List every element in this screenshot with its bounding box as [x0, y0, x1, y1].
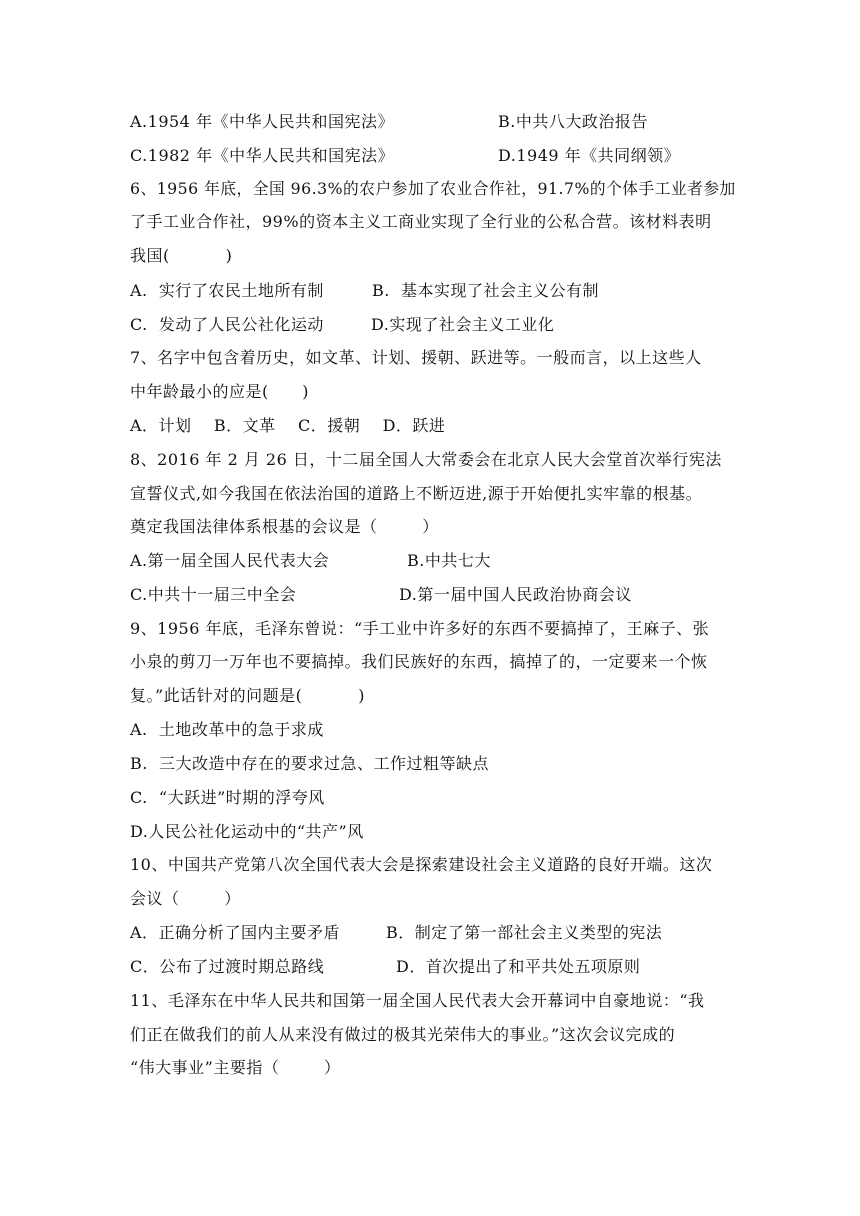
q6-option-d: D.实现了社会主义工业化 — [371, 315, 555, 334]
q5-option-c: C.1982 年《中华人民共和国宪法》 — [130, 146, 395, 165]
q6-option-c: C. 发动了人民公社化运动 — [130, 315, 324, 334]
q10-stem-line-2: 会议（ ） — [130, 889, 241, 908]
q7-options: A．计划 B．文革 C．援朝 D．跃进 — [130, 416, 446, 435]
q9-stem-line-1: 9、1956 年底，毛泽东曾说：“手工业中许多好的东西不要搞掉了，王麻子、张 — [130, 619, 710, 638]
q9-option-d: D.人民公社化运动中的“共产”风 — [130, 822, 364, 841]
q6-stem-line-1: 6、1956 年底，全国 96.3%的农户参加了农业合作社，91.7%的个体手工业者参加 — [130, 179, 736, 198]
q10-stem-line-1: 10、中国共产党第八次全国代表大会是探索建设社会主义道路的良好开端。这次 — [130, 855, 713, 874]
q5-option-a: A.1954 年《中华人民共和国宪法》 — [130, 112, 394, 131]
q9-option-b: B. 三大改造中存在的要求过急、工作过粗等缺点 — [130, 754, 490, 773]
q8-option-d: D.第一届中国人民政治协商会议 — [399, 585, 632, 604]
q11-stem-line-1: 11、毛泽东在中华人民共和国第一届全国人民代表大会开幕词中自豪地说：“我 — [130, 991, 705, 1010]
q8-stem-line-2: 宣誓仪式,如今我国在依法治国的道路上不断迈进,源于开始便扎实牢靠的根基。 — [130, 484, 703, 503]
q6-option-a: A. 实行了农民土地所有制 — [130, 281, 324, 300]
q6-stem-line-2: 了手工业合作社，99%的资本主义工商业实现了全行业的公私合营。该材料表明 — [130, 212, 712, 231]
q5-option-d: D.1949 年《共同纲领》 — [498, 146, 681, 165]
q11-stem-line-2: 们正在做我们的前人从来没有做过的极其光荣伟大的事业。”这次会议完成的 — [130, 1025, 676, 1044]
q9-option-c: C. “大跃进”时期的浮夸风 — [130, 788, 325, 807]
q10-option-d: D．首次提出了和平共处五项原则 — [396, 957, 641, 976]
q8-option-c: C.中共十一届三中全会 — [130, 585, 297, 604]
q8-option-a: A.第一届全国人民代表大会 — [130, 551, 330, 570]
q8-stem-line-3: 奠定我国法律体系根基的会议是（ ） — [130, 517, 439, 536]
q9-stem-line-2: 小泉的剪刀一万年也不要搞掉。我们民族好的东西，搞掉了的，一定要来一个恢 — [130, 652, 708, 671]
q9-option-a: A. 土地改革中的急于求成 — [130, 720, 324, 739]
q11-stem-line-3: “伟大事业”主要指（ ） — [130, 1058, 341, 1077]
q6-option-b: B. 基本实现了社会主义公有制 — [372, 281, 600, 300]
q7-stem-line-1: 7、名字中包含着历史，如文革、计划、援朝、跃进等。一般而言，以上这些人 — [130, 348, 702, 367]
q7-stem-line-2: 中年龄最小的应是( ) — [130, 382, 310, 401]
q8-option-b: B.中共七大 — [407, 551, 491, 570]
q10-option-c: C．公布了过渡时期总路线 — [130, 957, 325, 976]
q9-stem-line-3: 复。”此话针对的问题是( ) — [130, 686, 366, 705]
q10-option-b: B．制定了第一部社会主义类型的宪法 — [386, 923, 663, 942]
q5-option-b: B.中共八大政治报告 — [498, 112, 648, 131]
q8-stem-line-1: 8、2016 年 2 月 26 日，十二届全国人大常委会在北京人民大会堂首次举行宪法 — [130, 450, 722, 469]
q10-option-a: A．正确分析了国内主要矛盾 — [130, 923, 341, 942]
q6-stem-line-3: 我国( ) — [130, 246, 233, 265]
